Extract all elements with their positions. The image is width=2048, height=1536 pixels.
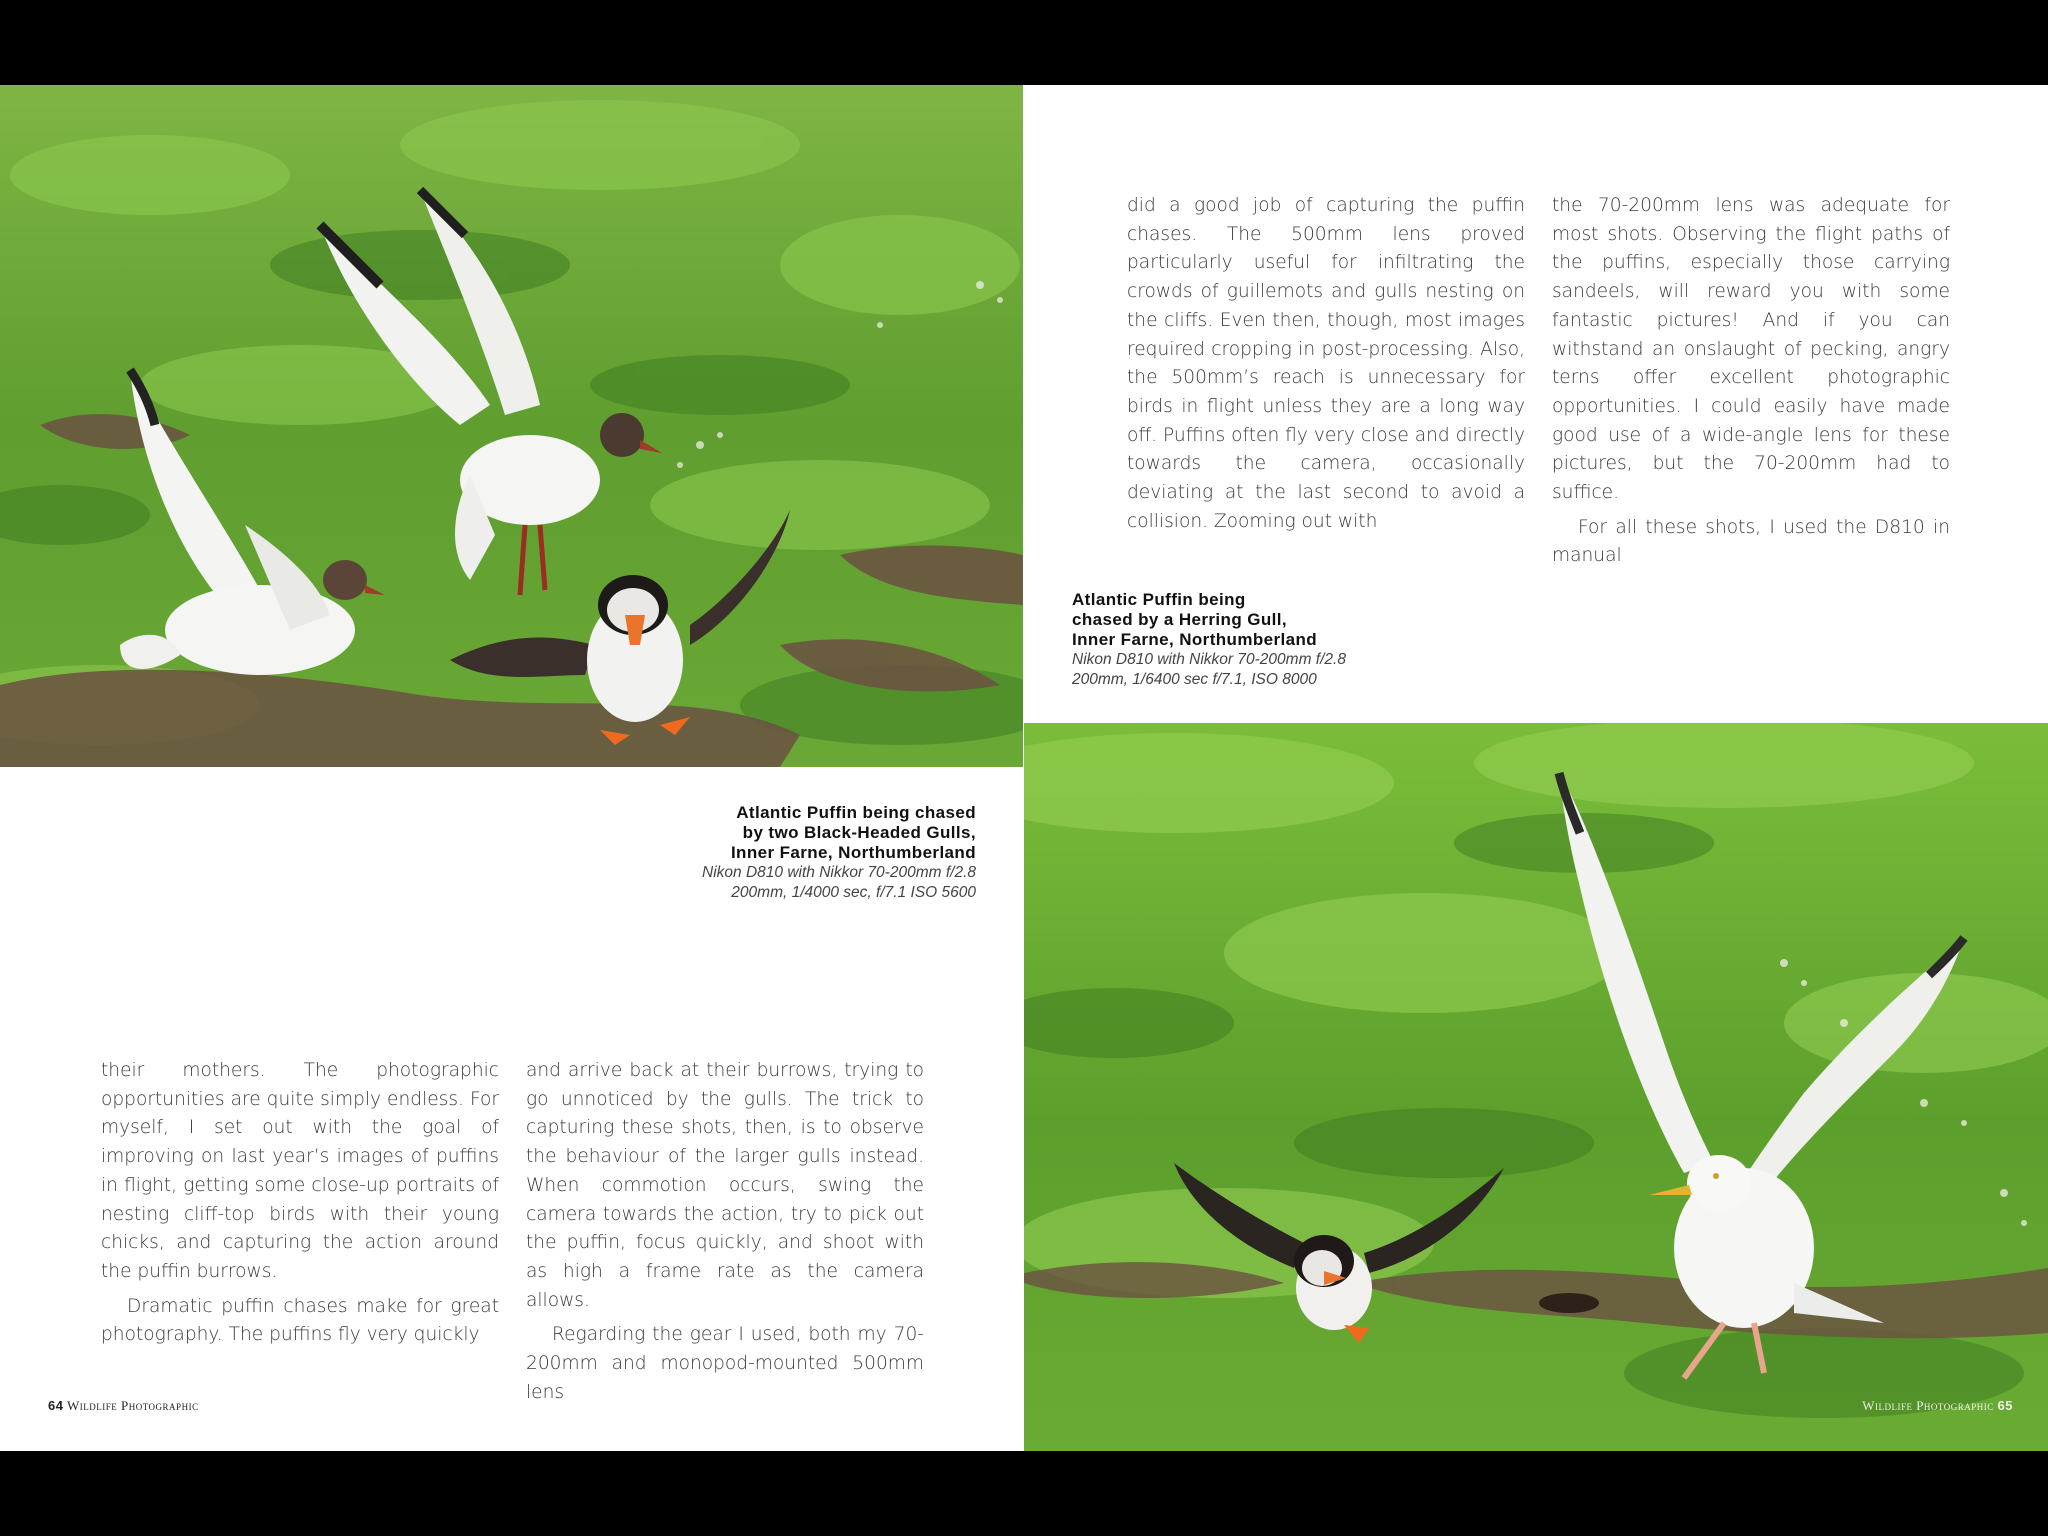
caption-title-line-3: Inner Farne, Northumberland (730, 843, 976, 862)
right-col2-paragraph-1: the 70-200mm lens was adequate for most shots. Observing the flight paths of the puffins, especially those carrying sandeels, will reward you with some fantastic pictures! And if you can withstand an onslaught of pecking, angry terns offer excellent photographic opportunities. I could easily have made good use of a wide-angle lens for these pictures, but the 70-200mm had to suffice. (1552, 195, 1950, 504)
caption-title-line-2: by two Black-Headed Gulls, (742, 823, 976, 842)
left-col2-paragraph-1: and arrive back at their burrows, trying to go unnoticed by the gulls. The trick to capturing these shots, then, is to observe the behaviour of the larger gulls instead. When commotion occurs, swing the camera towards the action, try to pick out the puffin, focus quickly, and shoot with as high a frame rate as the camera allows. (526, 1060, 924, 1311)
left-col2-paragraph-2: Regarding the gear I used, both my 70-200mm and monopod-mounted 500mm lens (526, 1324, 924, 1403)
left-page-column-2 (526, 1057, 924, 1407)
folio-left (48, 1398, 199, 1414)
puffin-herring-gull-illustration (1024, 723, 2048, 1451)
left-page-column-1 (101, 1057, 499, 1350)
caption-title-line-1: Atlantic Puffin being chased (736, 803, 976, 822)
photo-puffin-herring-gull (1024, 723, 2048, 1451)
page-number-right: 65 (1997, 1398, 2013, 1413)
magazine-name-left: Wildlife Photographic (66, 1398, 199, 1413)
magazine-spread (0, 85, 2048, 1451)
caption-title-line-1: Atlantic Puffin being (1072, 590, 1246, 609)
puffin-gulls-illustration (0, 85, 1023, 767)
folio-right (1862, 1398, 2013, 1414)
page-number-left: 64 (48, 1398, 64, 1413)
caption-meta-line-1: Nikon D810 with Nikkor 70-200mm f/2.8 (1072, 651, 1346, 668)
right-page-column-2 (1552, 192, 1950, 571)
caption-black-headed-gulls (702, 803, 976, 902)
photo-puffin-black-headed-gulls (0, 85, 1023, 767)
caption-title-line-3: Inner Farne, Northumberland (1072, 630, 1318, 649)
caption-meta-line-2: 200mm, 1/4000 sec, f/7.1 ISO 5600 (731, 883, 976, 901)
left-col1-paragraph-2: Dramatic puffin chases make for great photography. The puffins fly very quickly (101, 1295, 499, 1346)
caption-meta-line-1: Nikon D810 with Nikkor 70-200mm f/2.8 (702, 864, 976, 881)
caption-title-line-2: chased by a Herring Gull, (1072, 610, 1288, 629)
right-col1-paragraph-1: did a good job of capturing the puffin chases. The 500mm lens proved particularly useful for infiltrating the crowds of guillemots and gulls nesting on the cliffs. Even then, though, most images required cropping in post-processing. Also, the 500mm’s reach is unnecessary for birds in flight unless they are a long way off. Puffins often fly very close and directly towards the camera, occasionally deviating at the last second to avoid a collision. Zooming out with (1127, 195, 1525, 532)
magazine-name-right: Wildlife Photographic (1862, 1398, 1994, 1413)
right-col2-paragraph-2: For all these shots, I used the D810 in manual (1552, 516, 1950, 567)
right-page-column-1 (1127, 192, 1525, 536)
left-col1-paragraph-1: their mothers. The photographic opportunities are quite simply endless. For myself, I set out with the goal of improving on last year’s images of puffins in flight, getting some close-up portraits of nesting cliff-top birds with their young chicks, and capturing the action around the puffin burrows. (101, 1060, 499, 1282)
caption-meta-line-2: 200mm, 1/6400 sec f/7.1, ISO 8000 (1072, 670, 1317, 688)
caption-herring-gull (1072, 590, 1346, 689)
